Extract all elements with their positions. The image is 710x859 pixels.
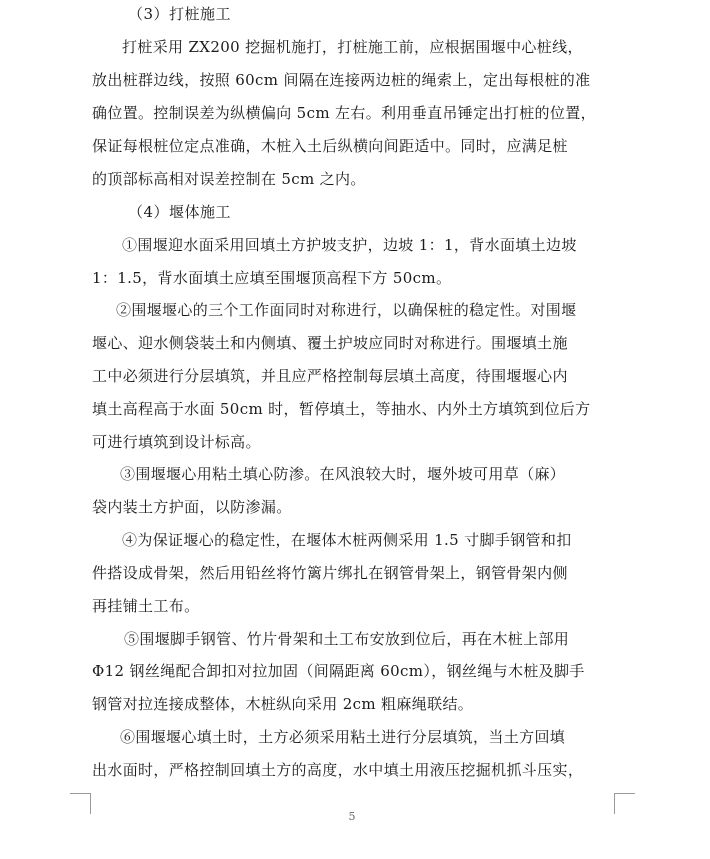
- paragraph-line: 件搭设成骨架，然后用铅丝将竹篱片绑扎在钢管骨架上，钢管骨架内侧: [92, 564, 568, 582]
- paragraph-line: 钢管对拉连接成整体，木桩纵向采用 2cm 粗麻绳联结。: [92, 695, 474, 713]
- paragraph-line: ④为保证堰心的稳定性，在堰体木桩两侧采用 1.5 寸脚手钢管和扣: [122, 531, 572, 549]
- paragraph-line: ⑥围堰堰心填土时，土方必须采用粘土进行分层填筑，当土方回填: [120, 728, 566, 746]
- margin-corner-mark-left: [70, 793, 91, 814]
- section-heading-piling: （3）打桩施工: [128, 5, 232, 23]
- margin-corner-mark-right: [614, 793, 635, 814]
- paragraph-line: 1：1.5，背水面填土应填至围堰顶高程下方 50cm。: [92, 269, 452, 287]
- paragraph-line: ①围堰迎水面采用回填土方护坡支护，边坡 1：1，背水面填土边坡: [122, 236, 577, 254]
- paragraph-line: 袋内装土方护面，以防渗漏。: [92, 498, 292, 516]
- paragraph-line: 堰心、迎水侧袋装土和内侧填、覆土护坡应同时对称进行。围堰填土施: [92, 334, 568, 352]
- paragraph-line: 打桩采用 ZX200 挖掘机施打，打桩施工前，应根据围堰中心桩线，: [122, 38, 583, 56]
- paragraph-line: 再挂铺土工布。: [92, 597, 200, 615]
- paragraph-line: ③围堰堰心用粘土填心防渗。在风浪较大时，堰外坡可用草（麻）: [120, 465, 566, 483]
- paragraph-line: 保证每根桩位定点准确，木桩入土后纵横向间距适中。同时，应满足桩: [92, 137, 568, 155]
- paragraph-line: 可进行填筑到设计标高。: [92, 433, 261, 451]
- paragraph-line: 填土高程高于水面 50cm 时，暂停填土，等抽水、内外土方填筑到位后方: [92, 400, 591, 418]
- paragraph-line: ②围堰堰心的三个工作面同时对称进行，以确保桩的稳定性。对围堰: [116, 301, 577, 319]
- paragraph-line: 的顶部标高相对误差控制在 5cm 之内。: [92, 170, 366, 188]
- paragraph-line: ⑤围堰脚手钢管、竹片骨架和土工布安放到位后，再在木桩上部用: [124, 630, 570, 648]
- paragraph-line: 确位置。控制误差为纵横偏向 5cm 左右。利用垂直吊锤定出打桩的位置，: [92, 104, 596, 122]
- section-heading-cofferdam: （4）堰体施工: [128, 203, 232, 221]
- paragraph-line: 放出桩群边线，按照 60cm 间隔在连接两边桩的绳索上，定出每根桩的准: [92, 71, 591, 89]
- paragraph-line: Φ12 钢丝绳配合卸扣对拉加固（间隔距离 60cm），钢丝绳与木桩及脚手: [92, 662, 585, 680]
- paragraph-line: 出水面时，严格控制回填土方的高度，水中填土用液压挖掘机抓斗压实，: [92, 761, 584, 779]
- paragraph-line: 工中必须进行分层填筑，并且应严格控制每层填土高度，待围堰堰心内: [92, 367, 568, 385]
- page-number: 5: [348, 810, 356, 823]
